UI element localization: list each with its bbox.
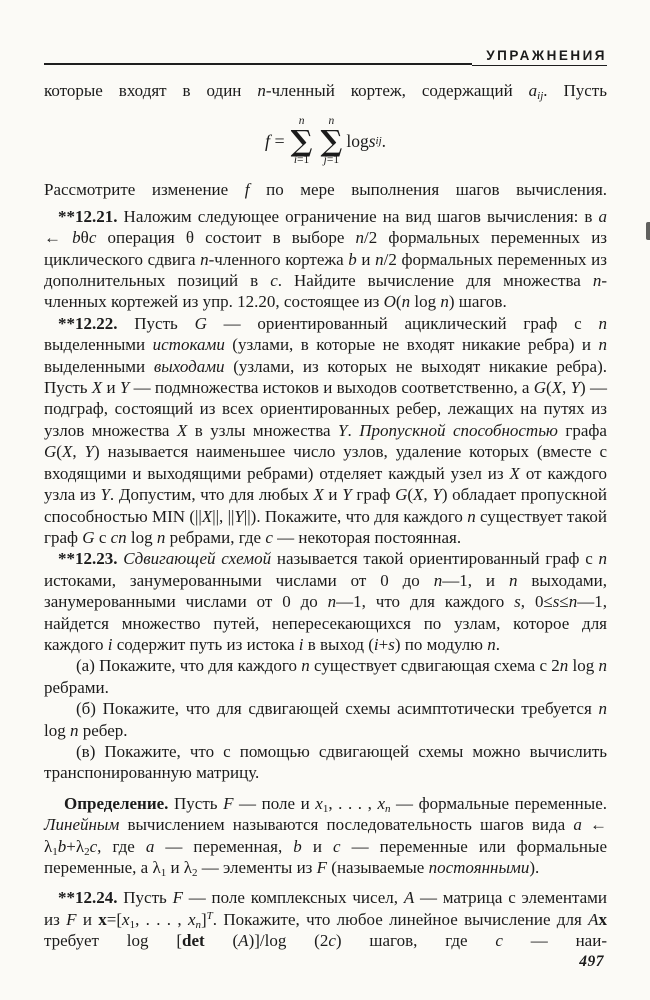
header-rule [44, 63, 472, 65]
text-run: b [348, 249, 357, 269]
text-run: n [384, 802, 391, 815]
text-run: n [69, 720, 79, 740]
text-run: F [172, 888, 183, 908]
text-run: n [598, 699, 607, 719]
text-run: ) по модулю [394, 634, 488, 654]
text-run: выходами, занумерованными числами от 0 до [44, 570, 607, 612]
text-run: , . . . , [135, 909, 188, 929]
text-run: — формальные переменные. [390, 793, 608, 813]
text-run: ≤ [559, 592, 569, 612]
text-run: i [293, 154, 298, 167]
text-run: -членных кортежей из упр. 12.20, состоящее из [44, 271, 608, 312]
text-run: n [375, 249, 384, 269]
text-run: a [145, 836, 155, 856]
text-run: X [413, 485, 424, 505]
text-run: Y [432, 485, 442, 505]
page-header-title: УПРАЖНЕНИЯ [472, 48, 607, 66]
text-run: ). [529, 858, 540, 877]
text-run: cn [110, 527, 127, 547]
text-run: X [509, 463, 520, 483]
text-run: ← [44, 228, 73, 248]
text-run: = [269, 130, 285, 151]
text-run: n [559, 656, 569, 676]
text-run: Пусть [168, 793, 224, 813]
text-run: и [323, 485, 343, 505]
text-run: ||, || [212, 506, 235, 526]
exercise-12-22 [44, 313, 607, 548]
text-run: существует такой граф [44, 506, 608, 547]
text-run: Y [100, 485, 110, 505]
text-run: n [257, 81, 266, 100]
text-run: c [89, 836, 98, 856]
text-run: Пусть [117, 313, 195, 333]
running-head [44, 44, 607, 66]
display-formula: f = n ∑ i=1 n ∑ j=1 log s ij . [264, 115, 387, 167]
text-run: c [88, 228, 97, 248]
text-run: X [551, 378, 563, 398]
text-run: называется такой ориентированный граф с [271, 549, 599, 569]
text-run: a [528, 81, 538, 100]
text-run: , [562, 378, 571, 398]
text-run: s [552, 592, 560, 612]
text-run: 1 [322, 802, 329, 815]
text-run: — некоторая постоянная. [272, 527, 462, 547]
text-run: f [244, 180, 250, 200]
text-run: A [588, 909, 599, 929]
sigma-icon: ∑ [320, 123, 343, 158]
text-run: n [200, 249, 209, 269]
text-run: — переменная, [154, 836, 294, 856]
text-run: выделенными [44, 335, 153, 355]
text-run: —1, найдется множество путей, непересекающихся по узлам, которое для каждого [44, 592, 607, 654]
text-run: , [72, 442, 85, 462]
text-run: s [368, 130, 376, 151]
text-run: (б) Покажите, что для сдвигающей схемы асимптотически требуется [76, 699, 599, 719]
text-run: Y [234, 506, 244, 526]
text-run: . Допустим, что для любых [109, 485, 314, 505]
text-run: 2 [84, 845, 90, 858]
text-run: c [265, 527, 273, 547]
text-run: выходами [153, 356, 225, 376]
text-run: , где [97, 836, 146, 856]
text-run: c [333, 836, 341, 856]
text-run: A [238, 931, 249, 951]
text-run: , 0≤ [520, 592, 553, 612]
text-run: x [122, 909, 130, 929]
text-run: A [403, 888, 415, 908]
text-run: ребер. [78, 720, 128, 740]
text-run: . [381, 130, 387, 151]
text-run: от каждого узла из [44, 463, 607, 505]
text-run: **12.22. [58, 313, 118, 333]
text-run: n [156, 527, 166, 547]
text-run: и [356, 249, 376, 269]
text-run: в выход ( [303, 634, 374, 654]
text-run: log [44, 720, 70, 740]
text-run: log [568, 656, 599, 676]
text-run: n [598, 335, 607, 355]
text-run: Пропускной способностью [359, 420, 558, 440]
text-run: постоянными [428, 858, 530, 877]
text-run: b [72, 228, 81, 248]
text-run: Рассмотрите изменение [44, 180, 245, 200]
text-run: . Покажите, что любое линейное вычисление для [212, 909, 589, 929]
text-run: и λ [166, 858, 193, 877]
text-run: истоками, занумерованными числами от 0 до [44, 570, 434, 590]
text-run: X [176, 420, 188, 440]
text-run: n [355, 228, 365, 248]
text-run: ) шагов. [448, 292, 507, 312]
text-run: n [598, 656, 607, 676]
text-run: x [598, 909, 607, 929]
text-run: c [495, 931, 503, 951]
text-run: — поле и [233, 793, 316, 813]
text-run: ребрами, где [165, 527, 266, 547]
text-run: n [592, 271, 602, 291]
text-run: )]/log (2 [248, 931, 329, 951]
text-run: ] [201, 909, 207, 929]
summation-sign [320, 116, 342, 167]
text-run: j [323, 154, 327, 167]
text-run: log [410, 292, 441, 312]
text-run: -членный кортеж, содержащий [265, 81, 529, 100]
text-run: n [487, 634, 496, 654]
text-run: 2 [192, 867, 198, 879]
text-run: **12.24. [58, 888, 118, 908]
text-run: det [182, 931, 205, 951]
text-run: X [61, 442, 73, 462]
text-run: ) шагов, где [335, 931, 496, 951]
text-run: — подмножества истоков и выходов соответственно, а [129, 378, 534, 398]
paragraph-continuation [44, 179, 607, 200]
text-run: ) называется наименьшее число узлов, удаление которых (вместе с входящими и выходящими ребрами) отделяет каждый узел из [44, 442, 607, 483]
text-run: ||). Покажите, что для каждого [243, 506, 468, 526]
text-run: Определение. [64, 793, 169, 813]
text-run: **12.21. [58, 206, 118, 226]
text-run: операция θ состоит в выборе [96, 228, 356, 248]
text-run: — матрица с элементами из [44, 888, 607, 929]
text-run: n [327, 592, 337, 612]
text-run: . [495, 634, 500, 654]
text-run: Y [338, 420, 348, 440]
text-run: (узлами, из которых не выходят никакие ребра). Пусть [44, 356, 607, 398]
text-run: x [377, 793, 385, 813]
page-number: 497 [579, 953, 604, 970]
text-run: — переменные или формальные переменные, а λ [44, 836, 607, 877]
text-run: 1 [160, 867, 167, 879]
text-run: F [316, 858, 328, 877]
text-run: Линейным [44, 815, 120, 835]
text-run: — ориентированный ациклический граф с [206, 313, 599, 333]
text-run: — элементы из [197, 858, 317, 877]
text-run: b [57, 836, 67, 856]
text-run: ( [204, 931, 239, 951]
text-run: X [313, 485, 324, 505]
text-run: n [598, 313, 607, 333]
text-run: Y [570, 378, 581, 398]
text-run: и [76, 909, 99, 929]
text-run: (а) Покажите, что для каждого [76, 656, 302, 676]
text-run: Пусть [117, 888, 173, 908]
text-run: a [598, 206, 607, 226]
text-run: выделенными [44, 356, 154, 376]
definition-paragraph [44, 793, 607, 879]
text-run: Y [119, 378, 130, 398]
text-run: вычислением называются последовательность шагов вида [119, 815, 574, 835]
text-run: — наи- [502, 931, 607, 951]
exercise-12-23-part-a [44, 655, 607, 698]
formula-lhs [265, 131, 285, 152]
text-run: c [270, 271, 278, 291]
text-run: n [568, 592, 578, 612]
text-run: в узлы множества [187, 420, 339, 440]
text-run: /2 формальных переменных из циклического сдвига [44, 228, 608, 269]
text-run: ( [407, 485, 414, 505]
text-run: + [378, 634, 389, 654]
sum-upper-limit: n [328, 115, 335, 128]
text-run: =1 [297, 154, 310, 167]
body-text [44, 80, 607, 952]
text-run: G [82, 527, 95, 547]
text-run: — поле комплексных чисел, [182, 888, 404, 908]
text-run: **12.23. [58, 549, 118, 569]
text-run: i [107, 634, 113, 654]
text-run: , [423, 485, 433, 505]
text-run: требует log [ [44, 931, 182, 951]
text-run: ← λ [44, 815, 608, 856]
text-run: F [66, 909, 77, 929]
text-run: которые входят в один [44, 81, 258, 100]
text-run: x [315, 793, 323, 813]
text-run: n [433, 570, 443, 590]
text-run: i [373, 634, 379, 654]
text-run: граф [351, 485, 396, 505]
paragraph-continuation [44, 80, 607, 101]
text-run: log [346, 130, 369, 151]
text-run: a [573, 815, 582, 835]
text-run: истоками [152, 335, 225, 355]
text-run: s [514, 592, 521, 612]
text-run: +λ [66, 836, 85, 856]
text-run: G [533, 378, 546, 398]
exercise-12-23-part-b [44, 698, 607, 741]
text-run: T [206, 909, 213, 922]
text-run: f [264, 130, 270, 151]
text-run: b [293, 836, 302, 856]
exercise-12-23-part-v [44, 741, 607, 784]
text-run: =1 [326, 154, 340, 167]
text-run: n [508, 570, 518, 590]
text-run: . Пусть [543, 81, 607, 100]
text-run: , . . . , [328, 793, 378, 813]
text-run: —1, и [442, 570, 509, 590]
sum-lower-limit [294, 155, 309, 167]
text-run: n [301, 656, 310, 676]
text-run: i [298, 634, 304, 654]
text-run: Наложим следующее ограничение на вид шагов вычисления: в [117, 206, 599, 226]
text-run: log [126, 527, 157, 547]
text-run: -членного кортежа [208, 249, 349, 269]
text-run: с [94, 527, 111, 547]
text-run: x [187, 909, 196, 929]
text-run: и [301, 836, 333, 856]
text-run: . Найдите вычисление для множества [277, 271, 593, 291]
scan-smudge-artifact [646, 222, 650, 240]
text-run: G [44, 442, 57, 462]
sigma-icon: ∑ [290, 123, 313, 158]
text-run: s [388, 634, 395, 654]
text-run: содержит путь из истока [112, 634, 299, 654]
text-run: (узлами, в которые не входят никакие ребра) и [224, 335, 599, 355]
text-run: (называемые [327, 858, 429, 877]
text-run: . [347, 420, 360, 440]
text-run: O [383, 292, 396, 312]
text-run: ( [56, 442, 62, 462]
text-run: —1, что для каждого [336, 592, 515, 612]
text-run: θ [80, 228, 89, 248]
text-run: 1 [129, 918, 136, 931]
text-run: ребрами. [44, 677, 109, 697]
exercise-12-24 [44, 887, 607, 951]
sum-upper-limit: n [298, 115, 305, 128]
text-run: существует сдвигающая схема с 2 [309, 656, 560, 676]
text-run: ij [537, 90, 544, 102]
text-run: графа [557, 420, 607, 440]
text-run: ) — подграф, состоящий из всех ориентированных ребер, лежащих на путях из узлов множества [44, 378, 607, 440]
exercise-12-21 [44, 206, 607, 313]
text-run: c [328, 931, 336, 951]
text-run: /2 формальных переменных из дополнительных позиций в [44, 249, 607, 291]
text-run: =[ [106, 909, 123, 929]
text-run: x [98, 909, 107, 929]
summation-sign [291, 116, 313, 167]
exercise-12-23 [44, 548, 607, 655]
text-run: X [91, 378, 103, 398]
text-run: и [102, 378, 120, 398]
text-run: по мере выполнения шагов вычисления. [249, 180, 608, 200]
text-run: n [598, 549, 608, 569]
text-run: G [194, 313, 207, 333]
text-run: Y [84, 442, 94, 462]
text-run: n [467, 506, 476, 526]
text-run: ) обладает пропускной способностью MIN (|| [44, 485, 607, 526]
text-run: F [223, 793, 234, 813]
text-run: 1 [52, 845, 58, 858]
text-run: G [395, 485, 408, 505]
text-run: n [440, 292, 449, 312]
text-run: n [401, 292, 411, 312]
text-run: X [201, 506, 213, 526]
sum-lower-limit [324, 155, 339, 167]
text-run: ( [395, 292, 402, 312]
text-run: n [195, 918, 201, 931]
text-run: ( [545, 378, 552, 398]
text-run: (в) Покажите, что с помощью сдвигающей схемы можно вычислить транспонированную матрицу. [44, 741, 607, 783]
text-run: Сдвигающей схемой [123, 549, 272, 569]
text-run: Y [342, 485, 352, 505]
